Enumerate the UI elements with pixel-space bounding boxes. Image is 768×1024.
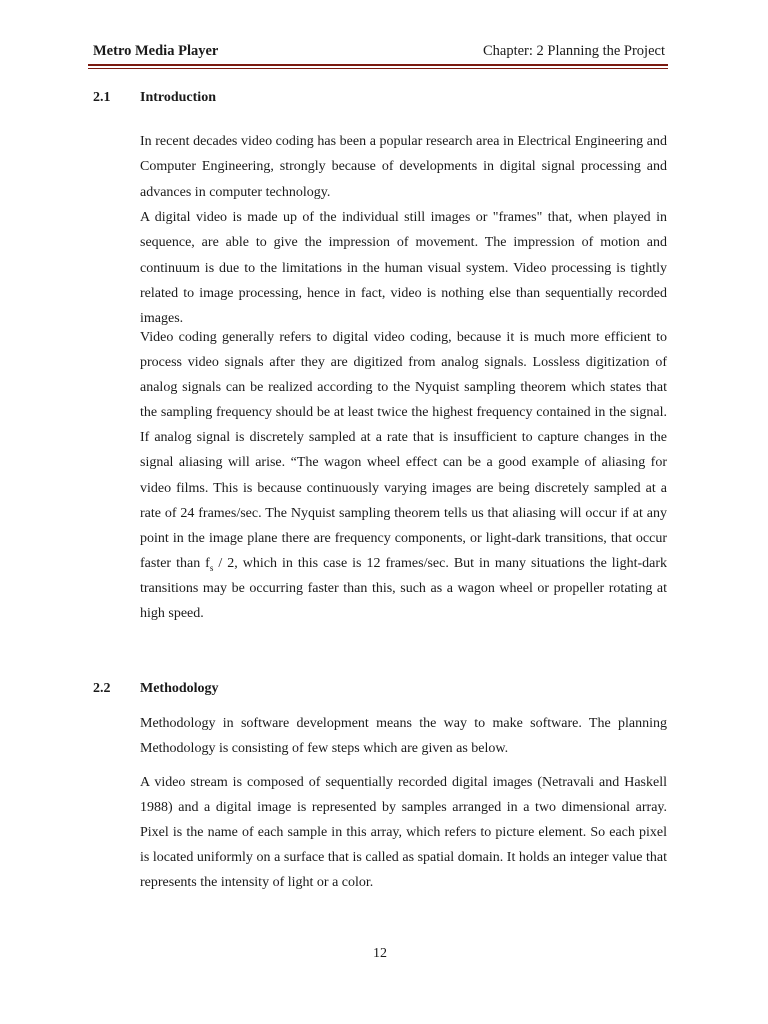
paragraph-intro-3 <box>140 325 667 626</box>
paragraph-intro-2: A digital video is made up of the individual still images or "frames" that, when played in sequence, are able to give the impression of movement. The impression of motion and continuum is due to the limitations in the human visual system. Video processing is tightly related to image processing, hence in fact, video is nothing else than sequentially recorded images. <box>140 210 667 327</box>
header-rule-thin <box>88 68 668 69</box>
header-rule <box>88 64 668 66</box>
page-number: 12 <box>373 946 387 961</box>
paragraph-intro-1: In recent decades video coding has been a popular research area in Electrical Engineering and Computer Engineering, strongly because of developments in digital signal processing and advances in computer technology. <box>140 134 667 200</box>
running-header-chapter: Chapter: 2 Planning the Project <box>482 43 665 59</box>
paragraph-text-continued: / 2, which in this case is 12 frames/sec. But in many situations the light-dark transitions may be occurring faster than this, such as a wagon wheel or propeller rotating at high speed. <box>140 555 667 622</box>
section-title: Methodology <box>140 681 219 696</box>
section-number: 2.1 <box>93 90 111 105</box>
paragraph-methodology-1: Methodology in software development means the way to make software. The planning Methodology is consisting of few steps which are given as below. <box>140 716 667 756</box>
paragraph-text: Video coding generally refers to digital video coding, because it is much more efficient to process video signals after they are digitized from analog signals. Lossless digitization of analog signals can be realized according to the Nyquist sampling theorem which states that the sampling frequency should be at least twice the highest frequency contained in the signal. If analog signal is discretely sampled at a rate that is insufficient to capture changes in the signal aliasing will arise. “The wagon wheel effect can be a good example of aliasing for video films. This is because continuously varying images are being discretely sampled at a rate of 24 frames/sec. The Nyquist sampling theorem tells us that aliasing will occur if at any point in the image plane there are frequency components, or light-dark transitions, that occur faster than f <box>140 330 667 571</box>
section-number: 2.2 <box>93 681 111 696</box>
subscript-s: s <box>209 562 214 573</box>
section-title: Introduction <box>140 90 216 105</box>
running-header-title: Metro Media Player <box>93 43 219 59</box>
paragraph-methodology-2: A video stream is composed of sequentially recorded digital images (Netravali and Haskell 1988) and a digital image is represented by samples arranged in a two dimensional array. Pixel is the name of each sample in this array, which refers to picture element. So each pixel is located uniformly on a surface that is called as spatial domain. It holds an integer value that represents the intensity of light or a color. <box>140 775 667 890</box>
